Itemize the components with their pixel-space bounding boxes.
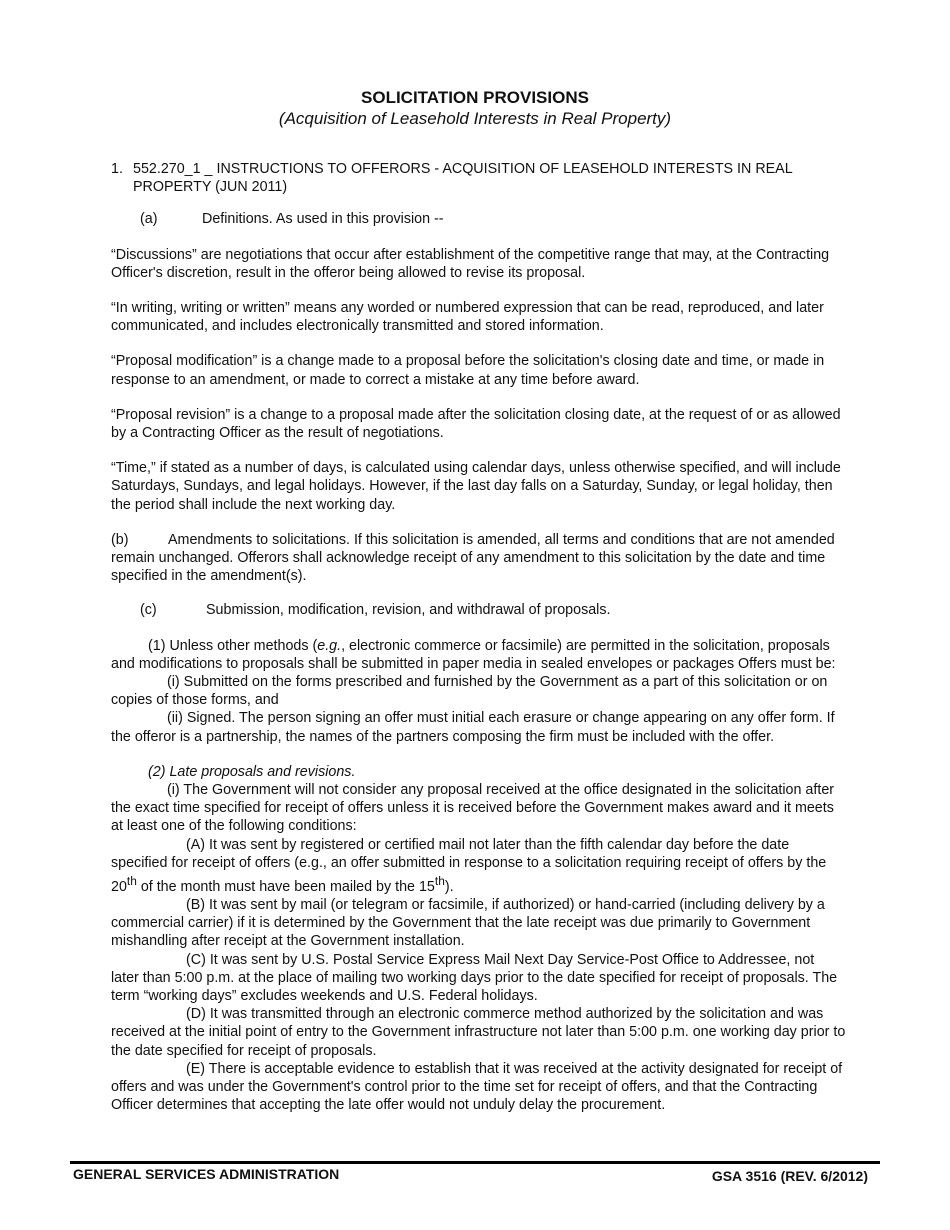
- paragraph-c2-E: (E) There is acceptable evidence to establish that it was received at the activity designated for receipt of offers and was under the Government's control prior to the time set for receipt of offers, and that the Contracting Officer determines that accepting the late offer would not unduly delay the procurement.: [111, 1060, 843, 1114]
- definition-discussions: “Discussions” are negotiations that occur after establishment of the competitive range that may, at the Contracting Officer's discretion, result in the offeror being allowed to revise its proposal.: [111, 246, 830, 281]
- paragraph-c1-ii: (ii) Signed. The person signing an offer must initial each erasure or change appearing on any offer form. If the offeror is a partnership, the names of the partners composing the firm must be included with the offer.: [111, 710, 835, 745]
- footer-agency: GENERAL SERVICES ADMINISTRATION: [73, 1166, 340, 1182]
- subsection-c-text: Submission, modification, revision, and withdrawal of proposals.: [206, 602, 611, 619]
- section-heading-text: 552.270_1 _ INSTRUCTIONS TO OFFERORS - ACQUISITION OF LEASEHOLD INTERESTS IN REAL PROPERTY (JUN 2011): [133, 161, 793, 196]
- definition-time: “Time,” if stated as a number of days, is calculated using calendar days, unless otherwise specified, and will include Saturdays, Sundays, and legal holidays. However, if the last day falls on a Saturday, Sunday, or legal holiday, then the period shall include the next working day.: [111, 460, 841, 513]
- definition-proposal-revision: “Proposal revision” is a change to a proposal made after the solicitation closing date, at the request of or as allowed by a Contracting Officer as the result of negotiations.: [111, 406, 841, 442]
- paragraph-c2-heading: (2) Late proposals and revisions.: [148, 763, 356, 780]
- paragraph-c1-post: , electronic commerce or facsimile) are permitted in the solicitation, proposals and modifications to proposals shall be submitted in paper media in sealed envelopes or packages Offers must be:: [111, 637, 836, 672]
- section-heading: [111, 160, 846, 196]
- paragraph-c2-D: (D) It was transmitted through an electronic commerce method authorized by the solicitation and was received at the initial point of entry to the Government infrastructure not later than 5:00 p.m. one working day prior to the date specified for receipt of proposals.: [111, 1006, 846, 1059]
- subsection-a-label: (a): [140, 211, 158, 228]
- subsection-a: [111, 210, 846, 228]
- paragraph-c2-B: (B) It was sent by mail (or telegram or facsimile, if authorized) or hand-carried (including delivery by a commercial carrier) if it is determined by the Government that the late receipt was due primarily to Government mishandling after receipt at the Government installation.: [111, 897, 825, 950]
- footer-form-number: GSA 3516 (REV. 6/2012): [711, 1168, 868, 1184]
- footer-divider: [70, 1161, 880, 1164]
- definition-proposal-modification: “Proposal modification” is a change made to a proposal before the solicitation's closing date and time, or made in response to an amendment, or made to correct a mistake at any time before award.: [111, 353, 825, 388]
- paragraph-c1-i: (i) Submitted on the forms prescribed and furnished by the Government as a part of this solicitation or on copies of those forms, and: [111, 674, 828, 709]
- document-body: [111, 160, 846, 1115]
- paragraph-c2-A: [111, 836, 846, 896]
- definition-writing: “In writing, writing or written” means any worded or numbered expression that can be read, reproduced, and later communicated, and includes electronically transmitted and stored information.: [111, 300, 824, 335]
- paragraph-c1-eg: e.g.: [317, 637, 342, 654]
- paragraph-c2-A-sup2: th: [434, 874, 445, 889]
- subsection-b-text: Amendments to solicitations. If this solicitation is amended, all terms and conditions that are not amended remain unchanged. Offerors shall acknowledge receipt of any amendment to this solicitation by the date and time specified in the amendment(s).: [111, 531, 835, 585]
- paragraph-c2-A-end: ).: [444, 878, 454, 895]
- subsection-b-label: (b): [111, 531, 129, 548]
- paragraph-c2-C: (C) It was sent by U.S. Postal Service Express Mail Next Day Service-Post Office to Addressee, not later than 5:00 p.m. at the place of mailing two working days prior to the date specified for receipt of proposals. The term “working days” excludes weekends and U.S. Federal holidays.: [111, 951, 838, 1005]
- subsection-c-label: (c): [140, 602, 157, 619]
- paragraph-c2-A-pre: (A) It was sent by registered or certified mail not later than the fifth calendar day before the date specified for receipt of offers (e.g., an offer submitted in response to a solicitation requiring receipt of offers by the 20: [111, 836, 827, 895]
- page-title: SOLICITATION PROVISIONS: [361, 88, 589, 107]
- subsection-a-text: Definitions. As used in this provision --: [202, 211, 444, 228]
- subsection-c: [111, 601, 846, 619]
- paragraph-c1-pre: (1) Unless other methods (: [148, 637, 318, 654]
- page-subtitle: (Acquisition of Leasehold Interests in Real Property): [278, 109, 672, 128]
- paragraph-c2-A-sup1: th: [126, 874, 137, 889]
- paragraph-c2-A-mid: of the month must have been mailed by the 15: [136, 878, 435, 895]
- paragraph-c2-i: (i) The Government will not consider any proposal received at the office designated in the solicitation after the exact time specified for receipt of offers unless it is received before the Government makes award and it meets at least one of the following conditions:: [111, 782, 835, 835]
- paragraph-c1: [111, 637, 846, 673]
- subsection-b: [111, 531, 846, 586]
- section-number: 1.: [111, 161, 123, 177]
